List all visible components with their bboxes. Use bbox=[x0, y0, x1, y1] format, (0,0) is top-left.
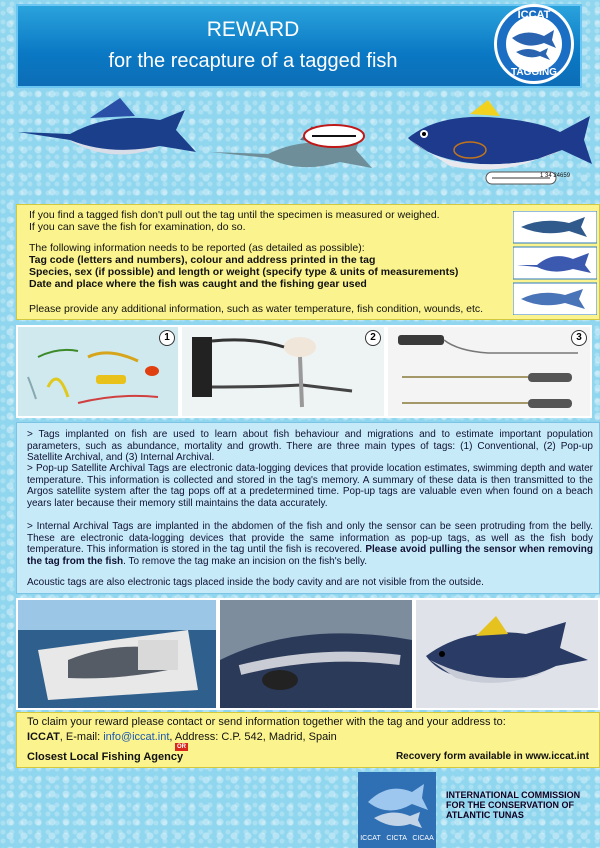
info-bold-tag-code: Tag code (letters and numbers), colour and address printed in the tag bbox=[29, 254, 376, 266]
fish-thumbnails bbox=[513, 211, 597, 315]
contact-line-1: To claim your reward please contact or send information together with the tag and your address to: bbox=[27, 716, 506, 728]
org-line-3: ATLANTIC TUNAS bbox=[446, 810, 524, 820]
info-bold-date-place: Date and place where the fish was caught and the fishing gear used bbox=[29, 278, 367, 290]
logo-fish-emblem bbox=[506, 16, 562, 72]
iccat-footer-logo bbox=[358, 772, 436, 848]
desc-paragraph-3 bbox=[27, 521, 593, 567]
desc-p3-tail: . To remove the tag make an incision on the fish's belly. bbox=[123, 555, 368, 567]
org-line-1: INTERNATIONAL COMMISSION bbox=[446, 790, 581, 800]
desc-paragraph-1: > Tags implanted on fish are used to learn about fish behaviour and migrations and to estimate important population parameters, such as abundance, mortality and growth. There are three main types of tags: (1) Conventional, (2) Pop-up Satellite Archival, and (3) Internal Archival. bbox=[27, 429, 593, 463]
tag-caption: 1 34 24659 bbox=[540, 173, 571, 179]
photo-popup-satellite-tag bbox=[180, 325, 386, 418]
desc-p3-warning: Please avoid pulling the sensor when removing the tag from the fish bbox=[27, 544, 593, 567]
desc-paragraph-4: Acoustic tags are also electronic tags placed inside the body cavity and are not visible from the outside. bbox=[27, 577, 484, 588]
photo-internal-archival-tags bbox=[386, 325, 592, 418]
marlin-illustration bbox=[18, 98, 196, 155]
reporting-instructions bbox=[16, 204, 600, 320]
title-subtitle: for the recapture of a tagged fish bbox=[108, 50, 398, 72]
photo-number-3: 3 bbox=[571, 330, 587, 346]
contact-address: , Address: C.P. 542, Madrid, Spain bbox=[169, 731, 337, 743]
desc-paragraph-2: > Pop-up Satellite Archival Tags are electronic data-logging devices that provide location estimates, swimming depth and water temperature. This information is collected and stored in the tag's memory. A summary of these data is then transmitted to the Argos satellite system after the tag pops off at a predetermined time. Pop-up tags are valuable even when found on a beach years later because their memory still maintains the data accurately. bbox=[27, 463, 593, 509]
contact-org: ICCAT bbox=[27, 731, 60, 743]
fish-illustration-art bbox=[0, 92, 600, 200]
photo-tagging-on-boat bbox=[16, 598, 218, 710]
photo-number-1: 1 bbox=[159, 330, 175, 346]
tuna-illustration bbox=[408, 100, 592, 170]
logo-text-tagging: TAGGING bbox=[511, 67, 557, 78]
iccat-tagging-logo bbox=[494, 4, 574, 84]
contact-panel bbox=[16, 712, 600, 768]
photo-tuna-with-tag bbox=[414, 598, 600, 710]
info-line-4: Please provide any additional information, such as water temperature, fish condition, wounds, etc. bbox=[29, 303, 484, 315]
tag-types-description bbox=[16, 422, 600, 594]
contact-email-link[interactable]: info@iccat.int bbox=[103, 731, 170, 743]
footer-logo-caption: ICCAT CICTA CICAA bbox=[360, 835, 434, 842]
fish-illustrations bbox=[0, 92, 600, 200]
photo-conventional-tags bbox=[16, 325, 180, 418]
local-fishing-agency: Closest Local Fishing Agency bbox=[27, 751, 184, 763]
info-line-2: If you can save the fish for examination, do so. bbox=[29, 221, 246, 233]
title-reward: REWARD bbox=[206, 18, 300, 41]
info-bold-species: Species, sex (if possible) and length or weight (specify type & units of measurements) bbox=[29, 266, 459, 278]
recovery-form-note[interactable]: Recovery form available in www.iccat.int bbox=[395, 751, 589, 762]
organization-name bbox=[446, 790, 580, 820]
info-line-3: The following information needs to be reported (as detailed as possible): bbox=[29, 242, 365, 254]
logo-text-iccat: ICCAT bbox=[517, 9, 551, 21]
contact-details bbox=[27, 731, 337, 743]
photo-number-2: 2 bbox=[365, 330, 381, 346]
contact-email-label: , E-mail: bbox=[59, 731, 104, 743]
or-badge: OR bbox=[177, 744, 186, 750]
org-line-2: FOR THE CONSERVATION OF bbox=[446, 800, 575, 810]
photo-internal-tag-implant bbox=[218, 598, 414, 710]
info-line-1: If you find a tagged fish don't pull out the tag until the specimen is measured or weighed. bbox=[29, 209, 440, 221]
desc-p3-text: > Internal Archival Tags are implanted in the abdomen of the fish and only the sensor can be seen protruding from the belly. These are electronic data-logging devices that provide the same information as pop-up tags, as well as the fish body temperature. This information is stored in the tag until the fish is recovered. bbox=[27, 521, 593, 555]
